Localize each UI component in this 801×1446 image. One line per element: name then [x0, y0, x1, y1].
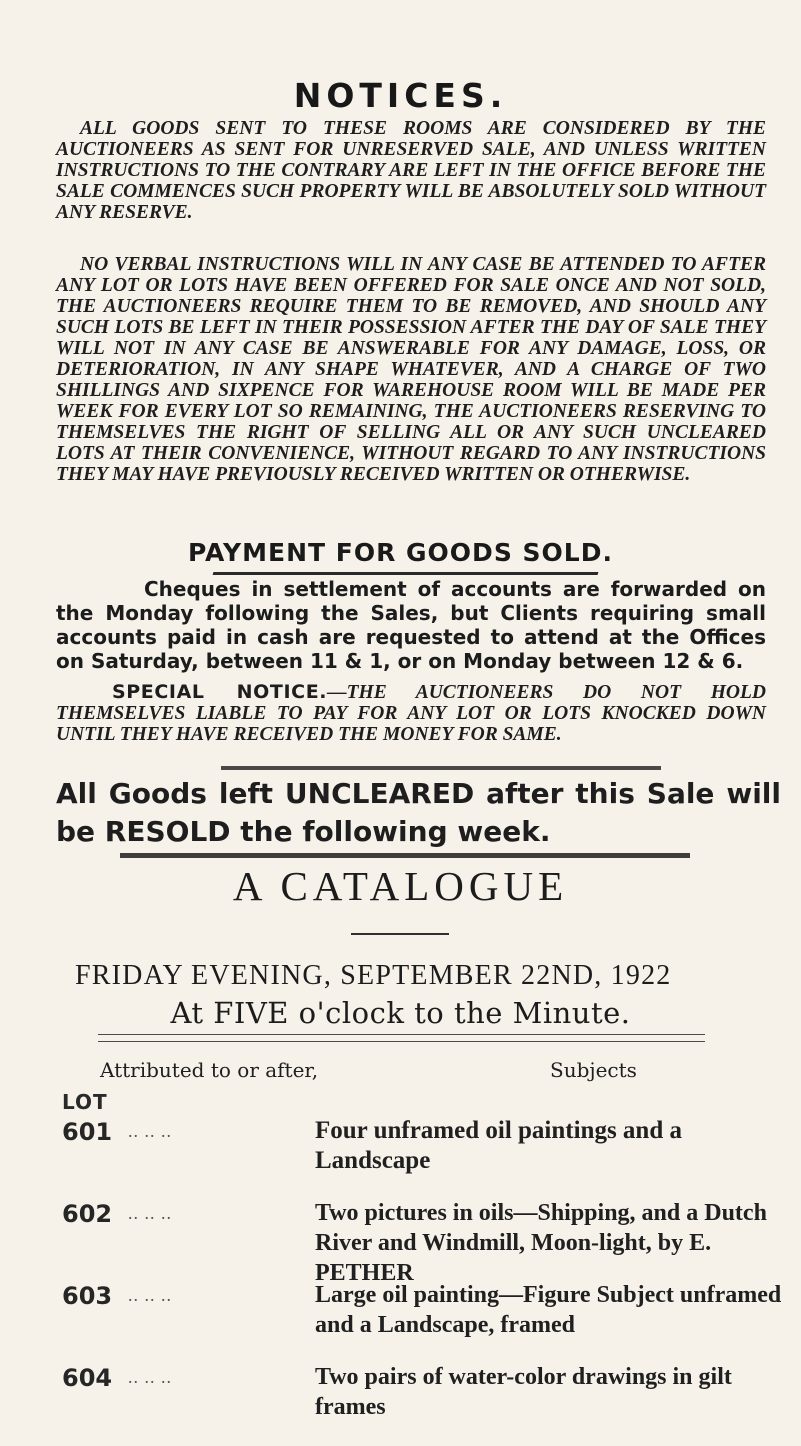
- catalogue-rule: [351, 933, 449, 935]
- lot-row: [62, 1282, 782, 1364]
- payment-heading: PAYMENT FOR GOODS SOLD.: [188, 538, 613, 567]
- section-divider-heavy: [120, 853, 690, 858]
- verbal-instructions-notice: NO VERBAL INSTRUCTIONS WILL IN ANY CASE BE ATTENDED TO AFTER ANY LOT OR LOTS HAVE BEEN OFFERED FOR SALE ONCE AND NOT SOLD, THE AUCTIONEERS REQUIRE THEM TO BE REMOVED, AND SHOULD ANY SUCH LOTS BE LEFT IN THEIR POSSESSION AFTER THE DAY OF SALE THEY WILL NOT IN ANY CASE BE ANSWERABLE FOR ANY DAMAGE, LOSS, OR DETERIORATION, IN ANY SHAPE WHATEVER, AND A CHARGE OF TWO SHILLINGS AND SIXPENCE FOR WAREHOUSE ROOM WILL BE MADE PER WEEK FOR EVERY LOT SO REMAINING, THE AUCTIONEERS RESERVING TO THEMSELVES THE RIGHT OF SELLING ALL OR ANY SUCH UNCLEARED LOTS AT THEIR CONVENIENCE, WITHOUT REGARD TO ANY INSTRUCTIONS THEY MAY HAVE PREVIOUSLY RECEIVED WRITTEN OR OTHERWISE.: [56, 254, 766, 485]
- lot-column-header: LOT: [62, 1090, 108, 1114]
- sale-time: At FIVE o'clock to the Minute.: [170, 996, 631, 1030]
- catalogue-title: A CATALOGUE: [232, 863, 569, 909]
- attributed-column-header: Attributed to or after,: [100, 1058, 319, 1082]
- lot-number: 603: [62, 1282, 113, 1310]
- unreserved-sale-notice: ALL GOODS SENT TO THESE ROOMS ARE CONSIDERED BY THE AUCTIONEERS AS SENT FOR UNRESERVED SALE, AND UNLESS WRITTEN INSTRUCTIONS TO THE CONTRARY ARE LEFT IN THE OFFICE BEFORE THE SALE COMMENCES SUCH PROPERTY WILL BE ABSOLUTELY SOLD WITHOUT ANY RESERVE.: [56, 118, 766, 223]
- lot-description: Large oil painting—Figure Subject unframed and a Landscape, framed: [315, 1282, 782, 1338]
- lot-description: Four unframed oil paintings and a Landscape: [315, 1117, 682, 1174]
- uncleared-goods-notice: All Goods left UNCLEARED after this Sale will be RESOLD the following week.: [56, 777, 781, 848]
- lot-leader-dots: .. .. ..: [128, 1121, 172, 1141]
- special-notice-text: —THE AUCTIONEERS DO NOT HOLD THEMSELVES LIABLE TO PAY FOR ANY LOT OR LOTS KNOCKED DOWN UNTIL THEY HAVE RECEIVED THE MONEY FOR SAME.: [56, 682, 766, 745]
- double-rule-divider: [98, 1034, 705, 1042]
- lot-list: [62, 1118, 782, 1446]
- lot-number: 604: [62, 1364, 113, 1392]
- lot-number: 602: [62, 1200, 113, 1228]
- lot-leader-dots: .. .. ..: [128, 1285, 172, 1305]
- payment-notice: Cheques in settlement of accounts are forwarded on the Monday following the Sales, but Clients requiring small accounts paid in cash are requested to attend at the Offices on Saturday, between 11 & 1, or on Monday between 12 & 6.: [56, 577, 766, 673]
- page-title: NOTICES.: [293, 76, 508, 115]
- sale-date: FRIDAY EVENING, SEPTEMBER 22ND, 1922: [75, 960, 672, 991]
- subjects-column-header: Subjects: [550, 1058, 637, 1082]
- lot-row: [62, 1364, 782, 1446]
- lot-leader-dots: .. .. ..: [128, 1367, 172, 1387]
- payment-heading-rule: [213, 572, 599, 575]
- lot-row: [62, 1118, 782, 1200]
- special-notice: [56, 682, 766, 745]
- lot-description: Two pictures in oils—Shipping, and a Dutch River and Windmill, Moon-light, by E. PETHER: [315, 1200, 767, 1286]
- special-notice-lead: SPECIAL NOTICE.: [112, 681, 328, 703]
- lot-row: [62, 1200, 782, 1286]
- lot-leader-dots: .. .. ..: [128, 1203, 172, 1223]
- lot-number: 601: [62, 1118, 113, 1146]
- lot-description: Two pairs of water-color drawings in gilt frames: [315, 1364, 732, 1420]
- section-divider: [221, 766, 661, 770]
